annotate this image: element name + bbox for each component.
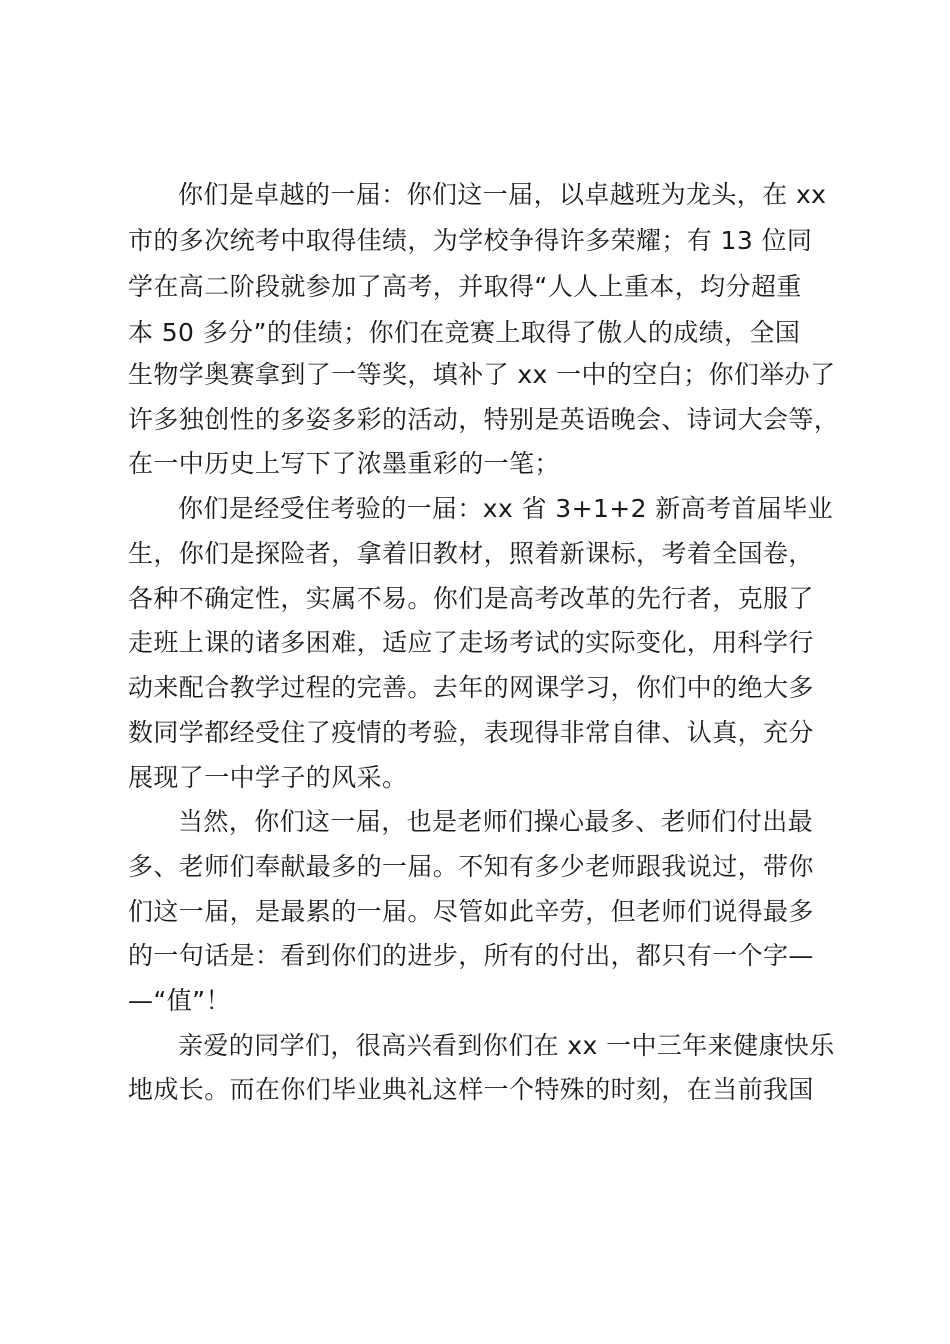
text-line: 市的多次统考中取得佳绩，为学校争得许多荣耀；有 13 位同: [128, 226, 813, 255]
text-line: 生，你们是探险者，拿着旧教材，照着新课标，考着全国卷，: [128, 539, 814, 568]
text-line: 你们是卓越的一届：你们这一届，以卓越班为龙头，在 xx: [178, 180, 827, 209]
text-line: 动来配合教学过程的完善。去年的网课学习，你们中的绝大多: [128, 673, 814, 702]
text-line: 当然，你们这一届，也是老师们操心最多、老师们付出最: [178, 807, 814, 836]
text-line: 地成长。而在你们毕业典礼这样一个特殊的时刻，在当前我国: [128, 1075, 814, 1104]
text-line: 亲爱的同学们，很高兴看到你们在 xx 一中三年来健康快乐: [178, 1031, 835, 1060]
text-line: 学在高二阶段就参加了高考，并取得“人人上重本，均分超重: [128, 272, 802, 301]
text-line: 生物学奥赛拿到了一等奖，填补了 xx 一中的空白；你们举办了: [128, 360, 836, 389]
text-line: 数同学都经受住了疫情的考验，表现得非常自律、认真，充分: [128, 718, 814, 747]
text-line: 许多独创性的多姿多彩的活动，特别是英语晚会、诗词大会等，: [128, 405, 840, 434]
text-line: 本 50 多分”的佳绩；你们在竞赛上取得了傲人的成绩，全国: [128, 318, 801, 347]
text-line: 在一中历史上写下了浓墨重彩的一笔；: [128, 449, 560, 478]
text-line: 多、老师们奉献最多的一届。不知有多少老师跟我说过，带你: [128, 852, 814, 881]
text-line: 走班上课的诸多困难，适应了走场考试的实际变化，用科学行: [128, 628, 814, 657]
text-line: 你们是经受住考验的一届：xx 省 3+1+2 新高考首届毕业: [178, 494, 834, 523]
text-line: 各种不确定性，实属不易。你们是高考改革的先行者，克服了: [128, 584, 814, 613]
text-line: 展现了一中学子的风采。: [128, 763, 408, 792]
text-line: —“值”！: [128, 986, 231, 1015]
text-line: 们这一届，是最累的一届。尽管如此辛劳，但老师们说得最多: [128, 897, 814, 926]
text-line: 的一句话是：看到你们的进步，所有的付出，都只有一个字—: [128, 941, 814, 970]
